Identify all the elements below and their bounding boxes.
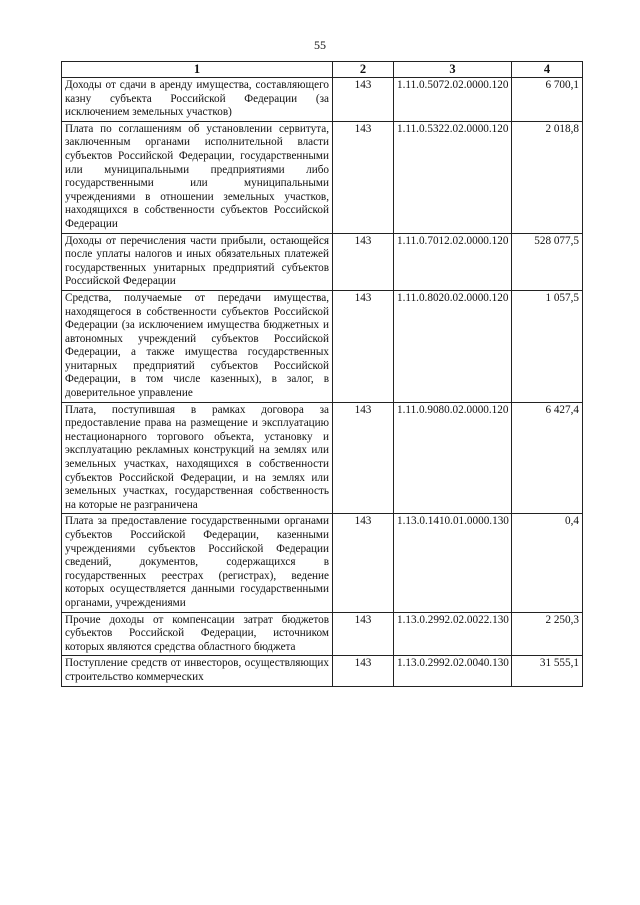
row-admin-code: 143 [333, 402, 394, 514]
row-amount: 31 555,1 [512, 656, 583, 686]
column-header-1: 1 [62, 62, 333, 78]
row-budget-code: 1.11.0.8020.02.0000.120 [394, 290, 512, 402]
row-amount: 2 018,8 [512, 121, 583, 233]
row-description: Плата по соглашениям об установлении сервитута, заключенным органами исполнительной власти субъектов Российской Федерации, государственными или муниципальными предприятиями либо государственными или муниципальными учреждениями в отношении земельных участков, находящихся в собственности субъектов Российской Федерации [62, 121, 333, 233]
row-admin-code: 143 [333, 233, 394, 290]
table-row [62, 612, 583, 656]
column-header-2: 2 [333, 62, 394, 78]
row-description: Плата за предоставление государственными органами субъектов Российской Федерации, казенными учреждениями субъектов Российской Федерации сведений, документов, содержащихся в государственных реестрах (регистрах), ведение которых осуществляется данными государственными органами, учреждениями [62, 514, 333, 612]
row-admin-code: 143 [333, 121, 394, 233]
row-budget-code: 1.11.0.5322.02.0000.120 [394, 121, 512, 233]
row-amount: 2 250,3 [512, 612, 583, 656]
row-description: Прочие доходы от компенсации затрат бюджетов субъектов Российской Федерации, источником которых являются средства областного бюджета [62, 612, 333, 656]
row-description: Плата, поступившая в рамках договора за предоставление права на размещение и эксплуатацию нестационарного торгового объекта, установку и эксплуатацию рекламных конструкций на землях или земельных участках, находящихся в собственности субъектов Российской Федерации, и на землях или земельных участках, государственная собственность на которые не разграничена [62, 402, 333, 514]
table-row [62, 514, 583, 612]
table-header-row [62, 62, 583, 78]
table-row [62, 121, 583, 233]
row-budget-code: 1.11.0.5072.02.0000.120 [394, 78, 512, 122]
row-amount: 6 427,4 [512, 402, 583, 514]
row-budget-code: 1.13.0.2992.02.0022.130 [394, 612, 512, 656]
column-header-3: 3 [394, 62, 512, 78]
row-admin-code: 143 [333, 78, 394, 122]
table-row [62, 290, 583, 402]
page-number: 55 [314, 38, 326, 52]
row-amount: 6 700,1 [512, 78, 583, 122]
row-description: Средства, получаемые от передачи имущества, находящегося в собственности субъектов Российской Федерации (за исключением имущества бюджетных и автономных учреждений субъектов Российской Федерации, а также имущества государственных унитарных предприятий субъектов Российской Федерации, в том числе казенных), в залог, в доверительное управление [62, 290, 333, 402]
row-budget-code: 1.11.0.7012.02.0000.120 [394, 233, 512, 290]
row-description: Доходы от перечисления части прибыли, остающейся после уплаты налогов и иных обязательных платежей государственных унитарных предприятий субъектов Российской Федерации [62, 233, 333, 290]
column-header-4: 4 [512, 62, 583, 78]
row-amount: 528 077,5 [512, 233, 583, 290]
row-budget-code: 1.13.0.2992.02.0040.130 [394, 656, 512, 686]
table-row [62, 233, 583, 290]
row-description: Доходы от сдачи в аренду имущества, составляющего казну субъекта Российской Федерации (за исключением земельных участков) [62, 78, 333, 122]
row-admin-code: 143 [333, 656, 394, 686]
revenue-table [61, 61, 583, 687]
table-row [62, 402, 583, 514]
table-row [62, 78, 583, 122]
row-admin-code: 143 [333, 290, 394, 402]
row-admin-code: 143 [333, 514, 394, 612]
row-admin-code: 143 [333, 612, 394, 656]
row-budget-code: 1.13.0.1410.01.0000.130 [394, 514, 512, 612]
row-budget-code: 1.11.0.9080.02.0000.120 [394, 402, 512, 514]
row-description: Поступление средств от инвесторов, осуществляющих строительство коммерческих [62, 656, 333, 686]
row-amount: 0,4 [512, 514, 583, 612]
row-amount: 1 057,5 [512, 290, 583, 402]
table-row [62, 656, 583, 686]
